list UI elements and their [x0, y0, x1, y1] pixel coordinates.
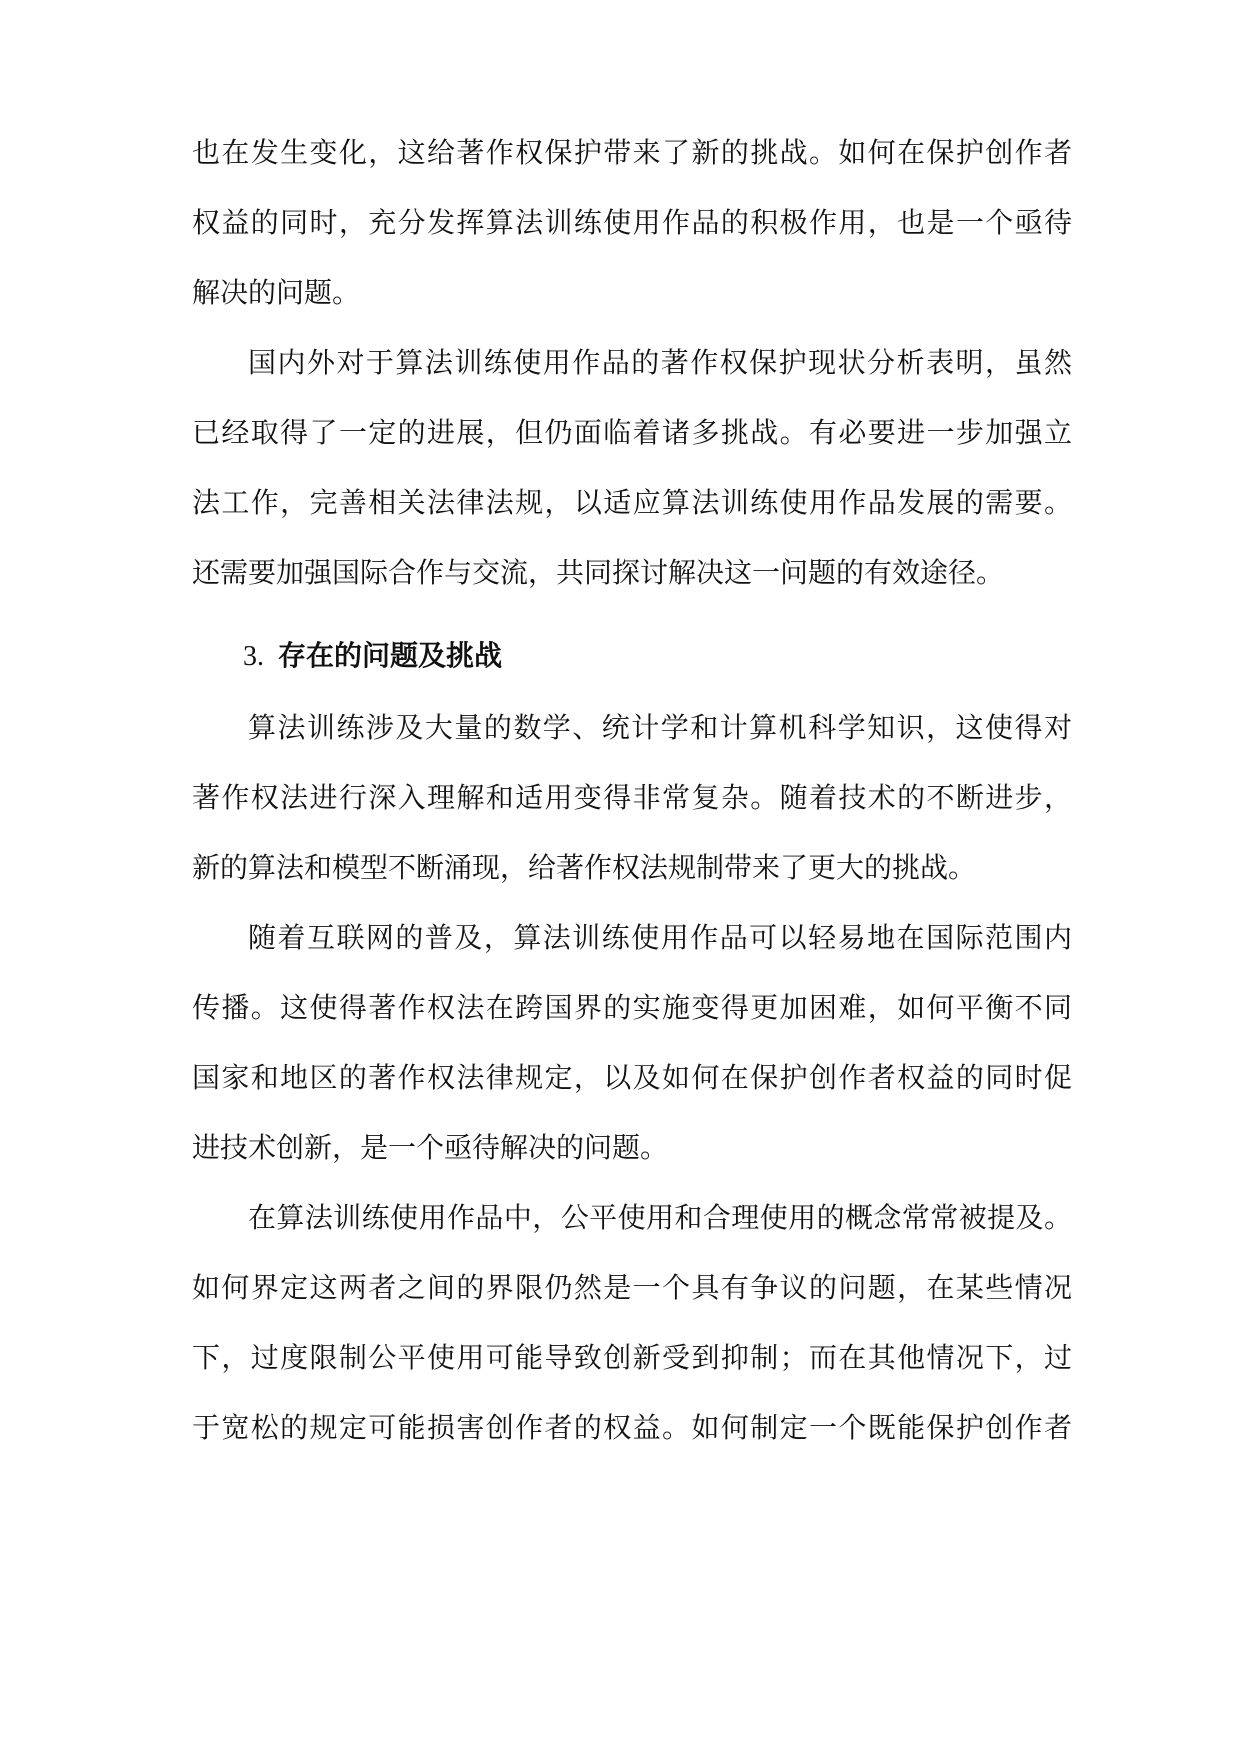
paragraph-line: 于宽松的规定可能损害创作者的权益。如何制定一个既能保护创作者	[192, 1411, 1072, 1444]
paragraph-line: 随着互联网的普及，算法训练使用作品可以轻易地在国际范围内	[248, 921, 1072, 954]
paragraph-line: 已经取得了一定的进展，但仍面临着诸多挑战。有必要进一步加强立	[192, 416, 1072, 449]
section-heading	[243, 636, 502, 676]
section-title: 存在的问题及挑战	[278, 639, 503, 672]
paragraph-line: 算法训练涉及大量的数学、统计学和计算机科学知识，这使得对	[248, 711, 1072, 744]
paragraph-line: 如何界定这两者之间的界限仍然是一个具有争议的问题，在某些情况	[192, 1271, 1072, 1304]
paragraph-line: 法工作，完善相关法律法规，以适应算法训练使用作品发展的需要。	[192, 486, 1072, 519]
paragraph-line: 进技术创新，是一个亟待解决的问题。	[192, 1131, 669, 1164]
paragraph-line: 也在发生变化，这给著作权保护带来了新的挑战。如何在保护创作者	[192, 136, 1072, 169]
paragraph-line: 解决的问题。	[192, 276, 361, 309]
section-number: 3.	[243, 641, 264, 672]
paragraph-line: 著作权法进行深入理解和适用变得非常复杂。随着技术的不断进步，	[192, 781, 1072, 814]
paragraph-line: 在算法训练使用作品中，公平使用和合理使用的概念常常被提及。	[248, 1201, 1072, 1234]
paragraph-line: 传播。这使得著作权法在跨国界的实施变得更加困难，如何平衡不同	[192, 991, 1072, 1024]
paragraph-line: 下，过度限制公平使用可能导致创新受到抑制；而在其他情况下，过	[192, 1341, 1072, 1374]
paragraph-line: 权益的同时，充分发挥算法训练使用作品的积极作用，也是一个亟待	[192, 206, 1072, 239]
paragraph-line: 还需要加强国际合作与交流，共同探讨解决这一问题的有效途径。	[192, 556, 1005, 589]
paragraph-line: 国家和地区的著作权法律规定，以及如何在保护创作者权益的同时促	[192, 1061, 1072, 1094]
paragraph-line: 国内外对于算法训练使用作品的著作权保护现状分析表明，虽然	[248, 346, 1072, 379]
paragraph-line: 新的算法和模型不断涌现，给著作权法规制带来了更大的挑战。	[192, 851, 977, 884]
